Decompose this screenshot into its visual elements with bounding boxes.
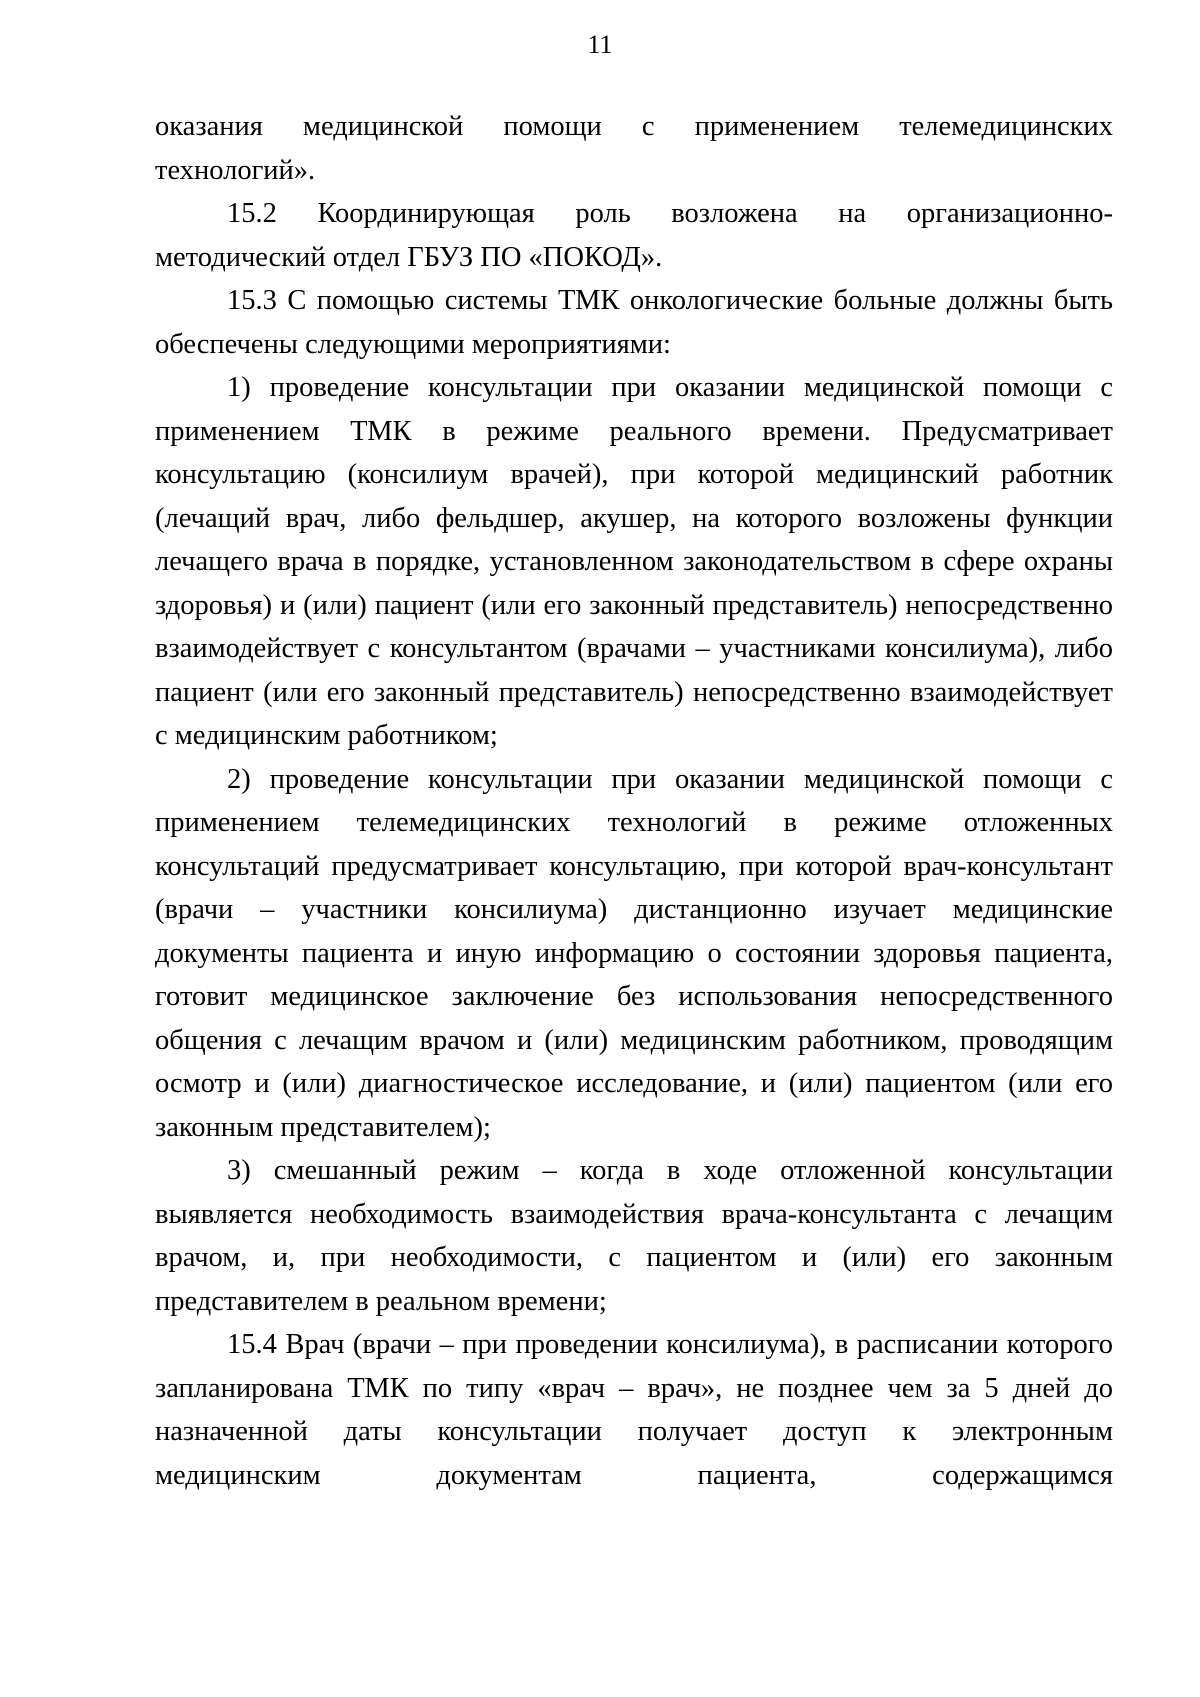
paragraph-item-2: 2) проведение консультации при оказании медицинской помощи с применением телемедицинских технологий в режиме отложенных консультаций предусматривает консультацию, при которой врач-консультант (врачи – участники консилиума) дистанционно изучает медицинские документы пациента и иную информацию о состоянии здоровья пациента, готовит медицинское заключение без использования непосредственного общения с лечащим врачом и (или) медицинским работником, проводящим осмотр и (или) диагностическое исследование, и (или) пациентом (или его законным представителем); [155, 763, 1113, 1143]
paragraph-item-1: 1) проведение консультации при оказании медицинской помощи с применением ТМК в режиме реального времени. Предусматривает консультацию (консилиум врачей), при которой медицинский работник (лечащий врач, либо фельдшер, акушер, на которого возложены функции лечащего врача в порядке, установленном законодательством в сфере охраны здоровья) и (или) пациент (или его законный представитель) непосредственно взаимодействует с консультантом (врачами – участниками консилиума), либо пациент (или его законный представитель) непосредственно взаимодействует с медицинским работником; [155, 372, 1113, 751]
paragraph-15-4: 15.4 Врач (врачи – при проведении консилиума), в расписании которого запланирована ТМК по типу «врач – врач», не позднее чем за 5 дней до назначенной даты консультации получает доступ к электронным медицинским документам пациента, содержащимся [155, 1329, 1113, 1491]
paragraph-15-2: 15.2 Координирующая роль возложена на организационно-методический отдел ГБУЗ ПО «ПОКОД». [155, 198, 1113, 273]
paragraph-continuation: оказания медицинской помощи с применением телемедицинских технологий». [155, 111, 1113, 186]
paragraph-15-3: 15.3 С помощью системы ТМК онкологические больные должны быть обеспечены следующими мероприятиями: [155, 285, 1113, 360]
page-number: 11 [587, 30, 613, 59]
paragraph-item-3: 3) смешанный режим – когда в ходе отложенной консультации выявляется необходимость взаимодействия врача-консультанта с лечащим врачом, и, при необходимости, с пациентом и (или) его законным представителем в реальном времени; [155, 1155, 1113, 1317]
body-text [155, 105, 1113, 1497]
